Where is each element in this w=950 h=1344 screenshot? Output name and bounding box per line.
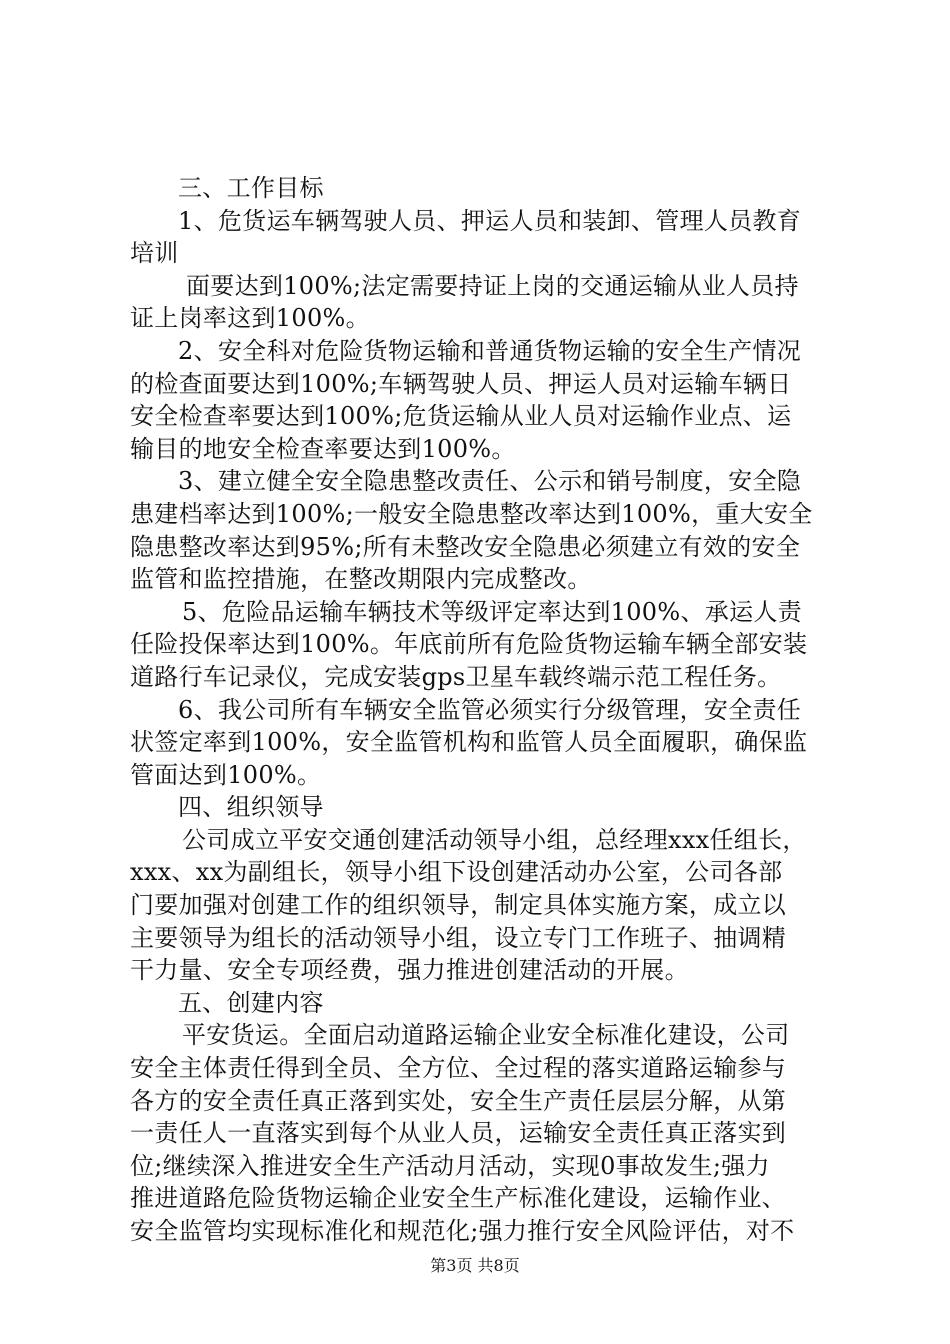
paragraph-line: 安全监管均实现标准化和规范化;强力推行安全风险评估，对不 [130,1217,795,1245]
section-heading: 三、工作目标 [178,174,324,202]
paragraph-line: 面要达到100%;法定需要持证上岗的交通运输从业人员持 [186,271,799,300]
paragraph-line: 道路行车记录仪，完成安装gps卫星车载终端示范工程任务。 [130,662,782,691]
paragraph-line: 公司成立平安交通创建活动领导小组，总经理xxx任组长， [182,825,807,854]
section-heading: 四、组织领导 [178,793,324,822]
page-number-footer: 第3页 共8页 [430,1256,520,1275]
paragraph-line: 的检查面要达到100%;车辆驾驶人员、押运人员对运输车辆日 [130,369,792,398]
paragraph-line: 1、危货运车辆驾驶人员、押运人员和装卸、管理人员教育 [178,206,802,235]
paragraph-line: 6、我公司所有车辆安全监管必须实行分级管理，安全责任 [178,695,802,724]
paragraph-line: 3、建立健全安全隐患整改责任、公示和销号制度，安全隐 [178,467,802,496]
paragraph-line: 证上岗率这到100%。 [130,304,370,333]
paragraph-line: 输目的地安全检查率要达到100%。 [130,434,516,463]
paragraph-line: 5、危险品运输车辆技术等级评定率达到100%、承运人责 [182,597,802,626]
paragraph-line: 平安货运。全面启动道路运输企业安全标准化建设，公司 [182,1021,790,1050]
document-body [130,172,830,1248]
paragraph-line: xxx、xx为副组长，领导小组下设创建活动办公室，公司各部 [130,858,783,887]
paragraph-line: 任险投保率达到100%。年底前所有危险货物运输车辆全部安装 [130,630,808,659]
paragraph-line: 培训 [130,239,179,268]
paragraph-line: 位;继续深入推进安全生产活动月活动，实现0事故发生;强力 [130,1151,770,1180]
paragraph-line: 主要领导为组长的活动领导小组，设立专门工作班子、抽调精 [130,923,787,952]
paragraph-line: 2、安全科对危险货物运输和普通货物运输的安全生产情况 [178,336,802,365]
paragraph-line: 干力量、安全专项经费，强力推进创建活动的开展。 [130,956,689,985]
paragraph-line: 门要加强对创建工作的组织领导，制定具体实施方案，成立以 [130,891,787,920]
paragraph-line: 监管和监控措施，在整改期限内完成整改。 [130,565,592,594]
paragraph-line: 安全主体责任得到全员、全方位、全过程的落实道路运输参与 [130,1054,787,1083]
paragraph-line: 一责任人一直落实到每个从业人员，运输安全责任真正落实到 [130,1119,787,1148]
paragraph-line: 管面达到100%。 [130,760,322,789]
paragraph-line: 患建档率达到100%;一般安全隐患整改率达到100%，重大安全 [130,499,813,528]
paragraph-line: 各方的安全责任真正落到实处，安全生产责任层层分解，从第 [130,1086,787,1115]
paragraph-line: 隐患整改率达到95%;所有未整改安全隐患必须建立有效的安全 [130,532,801,561]
paragraph-line: 推进道路危险货物运输企业安全生产标准化建设，运输作业、 [130,1184,787,1213]
paragraph-line: 安全检查率要达到100%;危货运输从业人员对运输作业点、运 [130,402,792,431]
paragraph-line: 状签定率到100%，安全监管机构和监管人员全面履职，确保监 [130,728,808,757]
section-heading: 五、创建内容 [178,988,324,1017]
